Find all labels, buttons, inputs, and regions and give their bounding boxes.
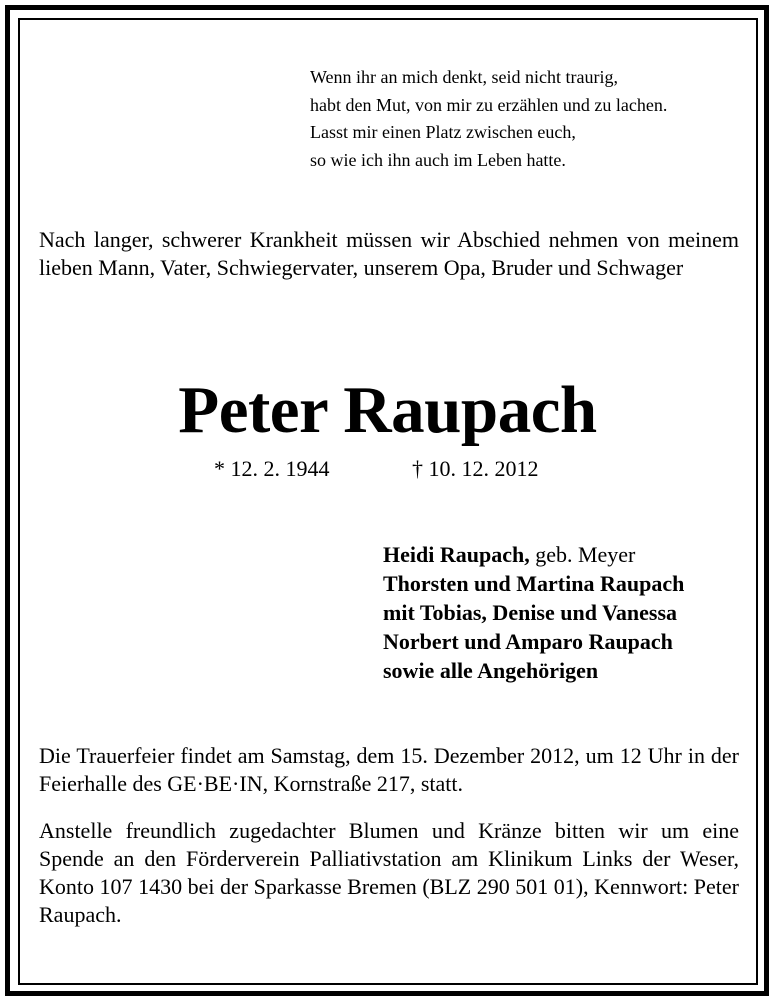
death-date: † 10. 12. 2012	[412, 456, 539, 481]
birth-date: * 12. 2. 1944	[214, 456, 330, 481]
wife-name: Heidi Raupach,	[383, 542, 530, 567]
family-line: Norbert und Amparo Raupach	[383, 629, 673, 654]
deceased-name: Peter Raupach	[178, 373, 597, 447]
family-line: mit Tobias, Denise und Vanessa	[383, 600, 678, 625]
ceremony-info: Die Trauerfeier findet am Samstag, dem 15. Dezember 2012, um 12 Uhr in der Feierhalle des GE·BE·IN, Kornstraße 217, statt.	[39, 743, 739, 796]
intro-text: Nach langer, schwerer Krankheit müssen wir Abschied nehmen von meinem lieben Mann, Vater, Schwiegervater, unserem Opa, Bruder und Schwager	[39, 227, 739, 280]
poem-line: Wenn ihr an mich denkt, seid nicht traurig,	[310, 67, 618, 87]
poem-line: so wie ich ihn auch im Leben hatte.	[310, 149, 566, 170]
family-line: sowie alle Angehörigen	[383, 658, 599, 683]
poem-line: habt den Mut, von mir zu erzählen und zu lachen.	[310, 94, 668, 115]
donation-info: Anstelle freundlich zugedachter Blumen und Kränze bitten wir um eine Spende an den Förderverein Palliativstation am Klinikum Links der Weser, Konto 107 1430 bei der Sparkasse Bremen (BLZ 290 501 01), Kennwort: Peter Raupach.	[39, 818, 739, 927]
family-line-wife	[383, 540, 763, 569]
family-line: Thorsten und Martina Raupach	[383, 571, 685, 596]
poem	[310, 64, 750, 174]
poem-line: Lasst mir einen Platz zwischen euch,	[310, 122, 576, 142]
family-signatures	[383, 540, 763, 685]
wife-maiden-name: geb. Meyer	[529, 542, 636, 567]
